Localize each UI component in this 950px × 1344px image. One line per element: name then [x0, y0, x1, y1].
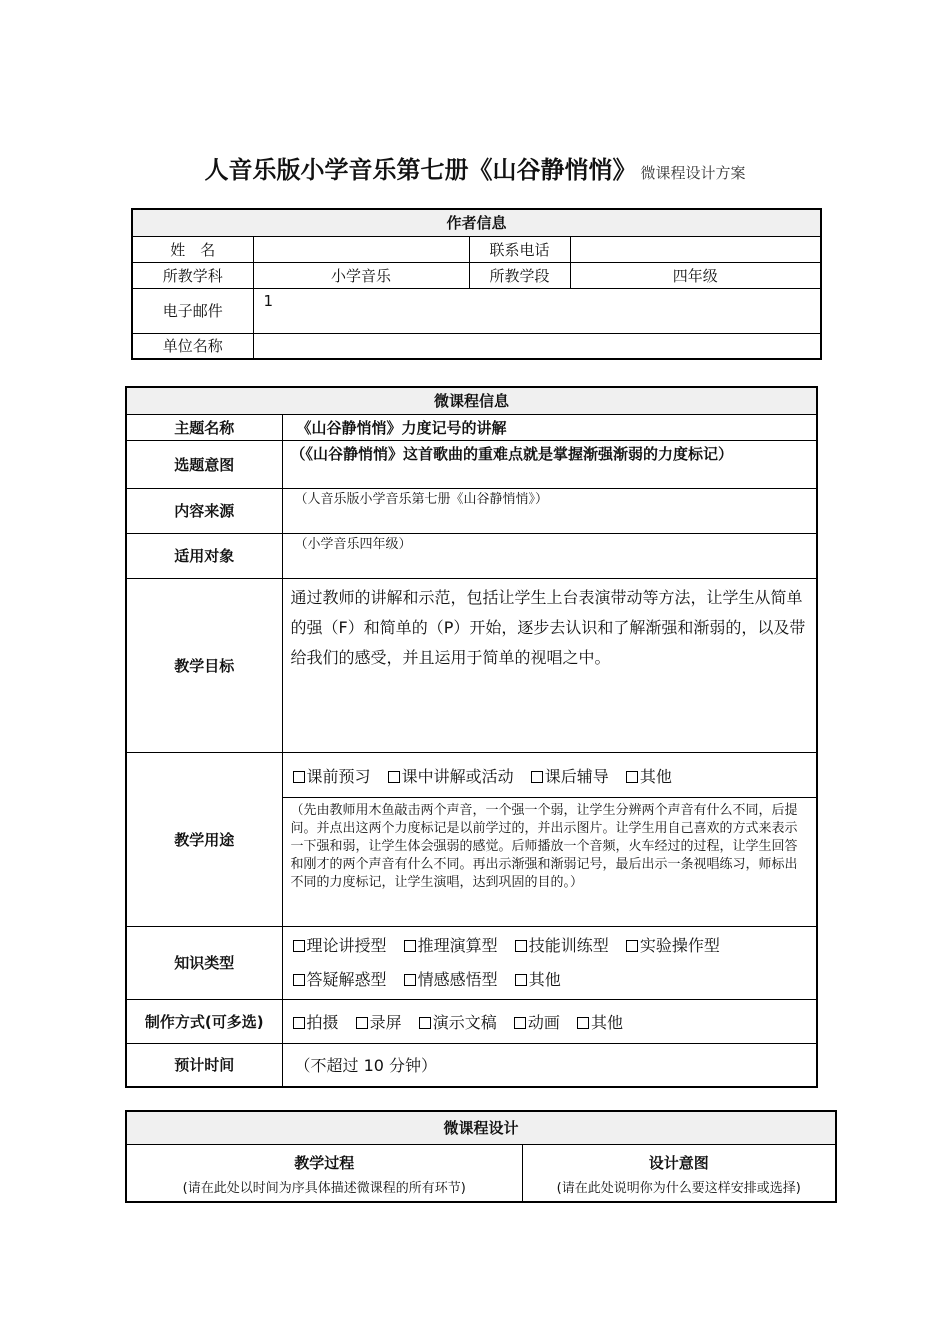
intent-field[interactable]: （《山谷静悄悄》这首歌曲的重难点就是掌握渐强渐弱的力度标记）: [282, 440, 817, 488]
checkbox-icon: [626, 771, 638, 783]
use-option-other[interactable]: 其他: [626, 753, 672, 801]
name-label: 姓 名: [132, 236, 253, 262]
knowledge-option-qa[interactable]: 答疑解惑型: [293, 963, 387, 997]
phone-label: 联系电话: [469, 236, 570, 262]
checkbox-icon: [293, 771, 305, 783]
audience-label: 适用对象: [126, 533, 282, 578]
name-field[interactable]: [253, 236, 469, 262]
unit-field[interactable]: [253, 333, 821, 359]
intent-column-header: [522, 1144, 836, 1202]
process-column-header: [126, 1144, 522, 1202]
course-info-header: 微课程信息: [126, 387, 817, 414]
stage-label: 所教学段: [469, 262, 570, 288]
source-label: 内容来源: [126, 488, 282, 533]
audience-field[interactable]: （小学音乐四年级）: [282, 533, 817, 578]
checkbox-icon: [419, 1017, 431, 1029]
stage-field[interactable]: 四年级: [570, 262, 821, 288]
checkbox-icon: [293, 1017, 305, 1029]
subject-label: 所教学科: [132, 262, 253, 288]
course-info-table: [125, 386, 818, 1088]
use-label: 教学用途: [126, 752, 282, 926]
topic-field[interactable]: 《山谷静悄悄》力度记号的讲解: [282, 414, 817, 440]
checkbox-icon: [404, 940, 416, 952]
knowledge-option-emotion[interactable]: 情感感悟型: [404, 963, 498, 997]
method-option-screen[interactable]: 录屏: [356, 1010, 402, 1033]
checkbox-icon: [531, 771, 543, 783]
use-option-after[interactable]: 课后辅导: [531, 753, 609, 801]
knowledge-option-other[interactable]: 其他: [515, 963, 561, 997]
design-intent-title: 设计意图: [648, 1153, 709, 1172]
subject-field[interactable]: 小学音乐: [253, 262, 469, 288]
use-option-preview[interactable]: 课前预习: [293, 753, 371, 801]
checkbox-icon: [577, 1017, 589, 1029]
method-options: [282, 999, 817, 1043]
checkbox-icon: [515, 974, 527, 986]
goal-field[interactable]: 通过教师的讲解和示范，包括让学生上台表演带动等方法，让学生从简单的强（F）和简单的（P）开始，逐步去认识和了解渐强和渐弱的，以及带给我们的感受，并且运用于简单的视唱之中。: [282, 578, 817, 752]
method-option-animation[interactable]: 动画: [514, 1010, 560, 1033]
source-field[interactable]: （人音乐版小学音乐第七册《山谷静悄悄》）: [282, 488, 817, 533]
checkbox-icon: [356, 1017, 368, 1029]
knowledge-options: [282, 926, 817, 999]
knowledge-option-experiment[interactable]: 实验操作型: [626, 929, 720, 963]
intent-label: 选题意图: [126, 440, 282, 488]
unit-label: 单位名称: [132, 333, 253, 359]
process-title: 教学过程: [294, 1153, 355, 1172]
topic-label: 主题名称: [126, 414, 282, 440]
checkbox-icon: [515, 940, 527, 952]
design-header: 微课程设计: [126, 1111, 836, 1144]
time-field[interactable]: （不超过 10 分钟）: [282, 1043, 817, 1087]
phone-field[interactable]: [570, 236, 821, 262]
method-option-other[interactable]: 其他: [577, 1010, 623, 1033]
checkbox-icon: [388, 771, 400, 783]
knowledge-option-skill[interactable]: 技能训练型: [515, 929, 609, 963]
checkbox-icon: [293, 974, 305, 986]
knowledge-option-theory[interactable]: 理论讲授型: [293, 929, 387, 963]
checkbox-icon: [514, 1017, 526, 1029]
design-intent-hint: (请在此处说明你为什么要这样安排或选择): [556, 1180, 801, 1196]
goal-label: 教学目标: [126, 578, 282, 752]
process-hint: (请在此处以时间为序具体描述微课程的所有环节): [182, 1180, 466, 1196]
time-label: 预计时间: [126, 1043, 282, 1087]
design-table: [125, 1110, 837, 1203]
checkbox-icon: [626, 940, 638, 952]
author-info-table: [131, 208, 822, 360]
title-sub: 微课程设计方案: [640, 164, 746, 182]
checkbox-icon: [293, 940, 305, 952]
knowledge-option-reasoning[interactable]: 推理演算型: [404, 929, 498, 963]
use-option-inclass[interactable]: 课中讲解或活动: [388, 753, 514, 801]
use-options: [283, 753, 817, 798]
method-option-slides[interactable]: 演示文稿: [419, 1010, 497, 1033]
method-option-shoot[interactable]: 拍摄: [293, 1010, 339, 1033]
use-cell: [282, 752, 817, 926]
method-label: 制作方式(可多选): [126, 999, 282, 1043]
checkbox-icon: [404, 974, 416, 986]
author-info-header: 作者信息: [132, 209, 821, 236]
email-field[interactable]: 1: [253, 288, 821, 333]
use-description[interactable]: （先由教师用木鱼敲击两个声音，一个强一个弱，让学生分辨两个声音有什么不同，后提问。并点出这两个力度标记是以前学过的，并出示图片。让学生用自己喜欢的方式来表示一下强和弱，让学生体会强弱的感觉。后师播放一个音频，火车经过的过程，让学生回答和刚才的两个声音有什么不同。再出示渐强和渐弱记号，最后出示一条视唱练习，师标出不同的力度标记，让学生演唱，达到巩固的目的。）: [290, 802, 798, 890]
email-label: 电子邮件: [132, 288, 253, 333]
document-title: [0, 150, 950, 185]
title-main: 人音乐版小学音乐第七册《山谷静悄悄》: [204, 155, 637, 184]
knowledge-label: 知识类型: [126, 926, 282, 999]
